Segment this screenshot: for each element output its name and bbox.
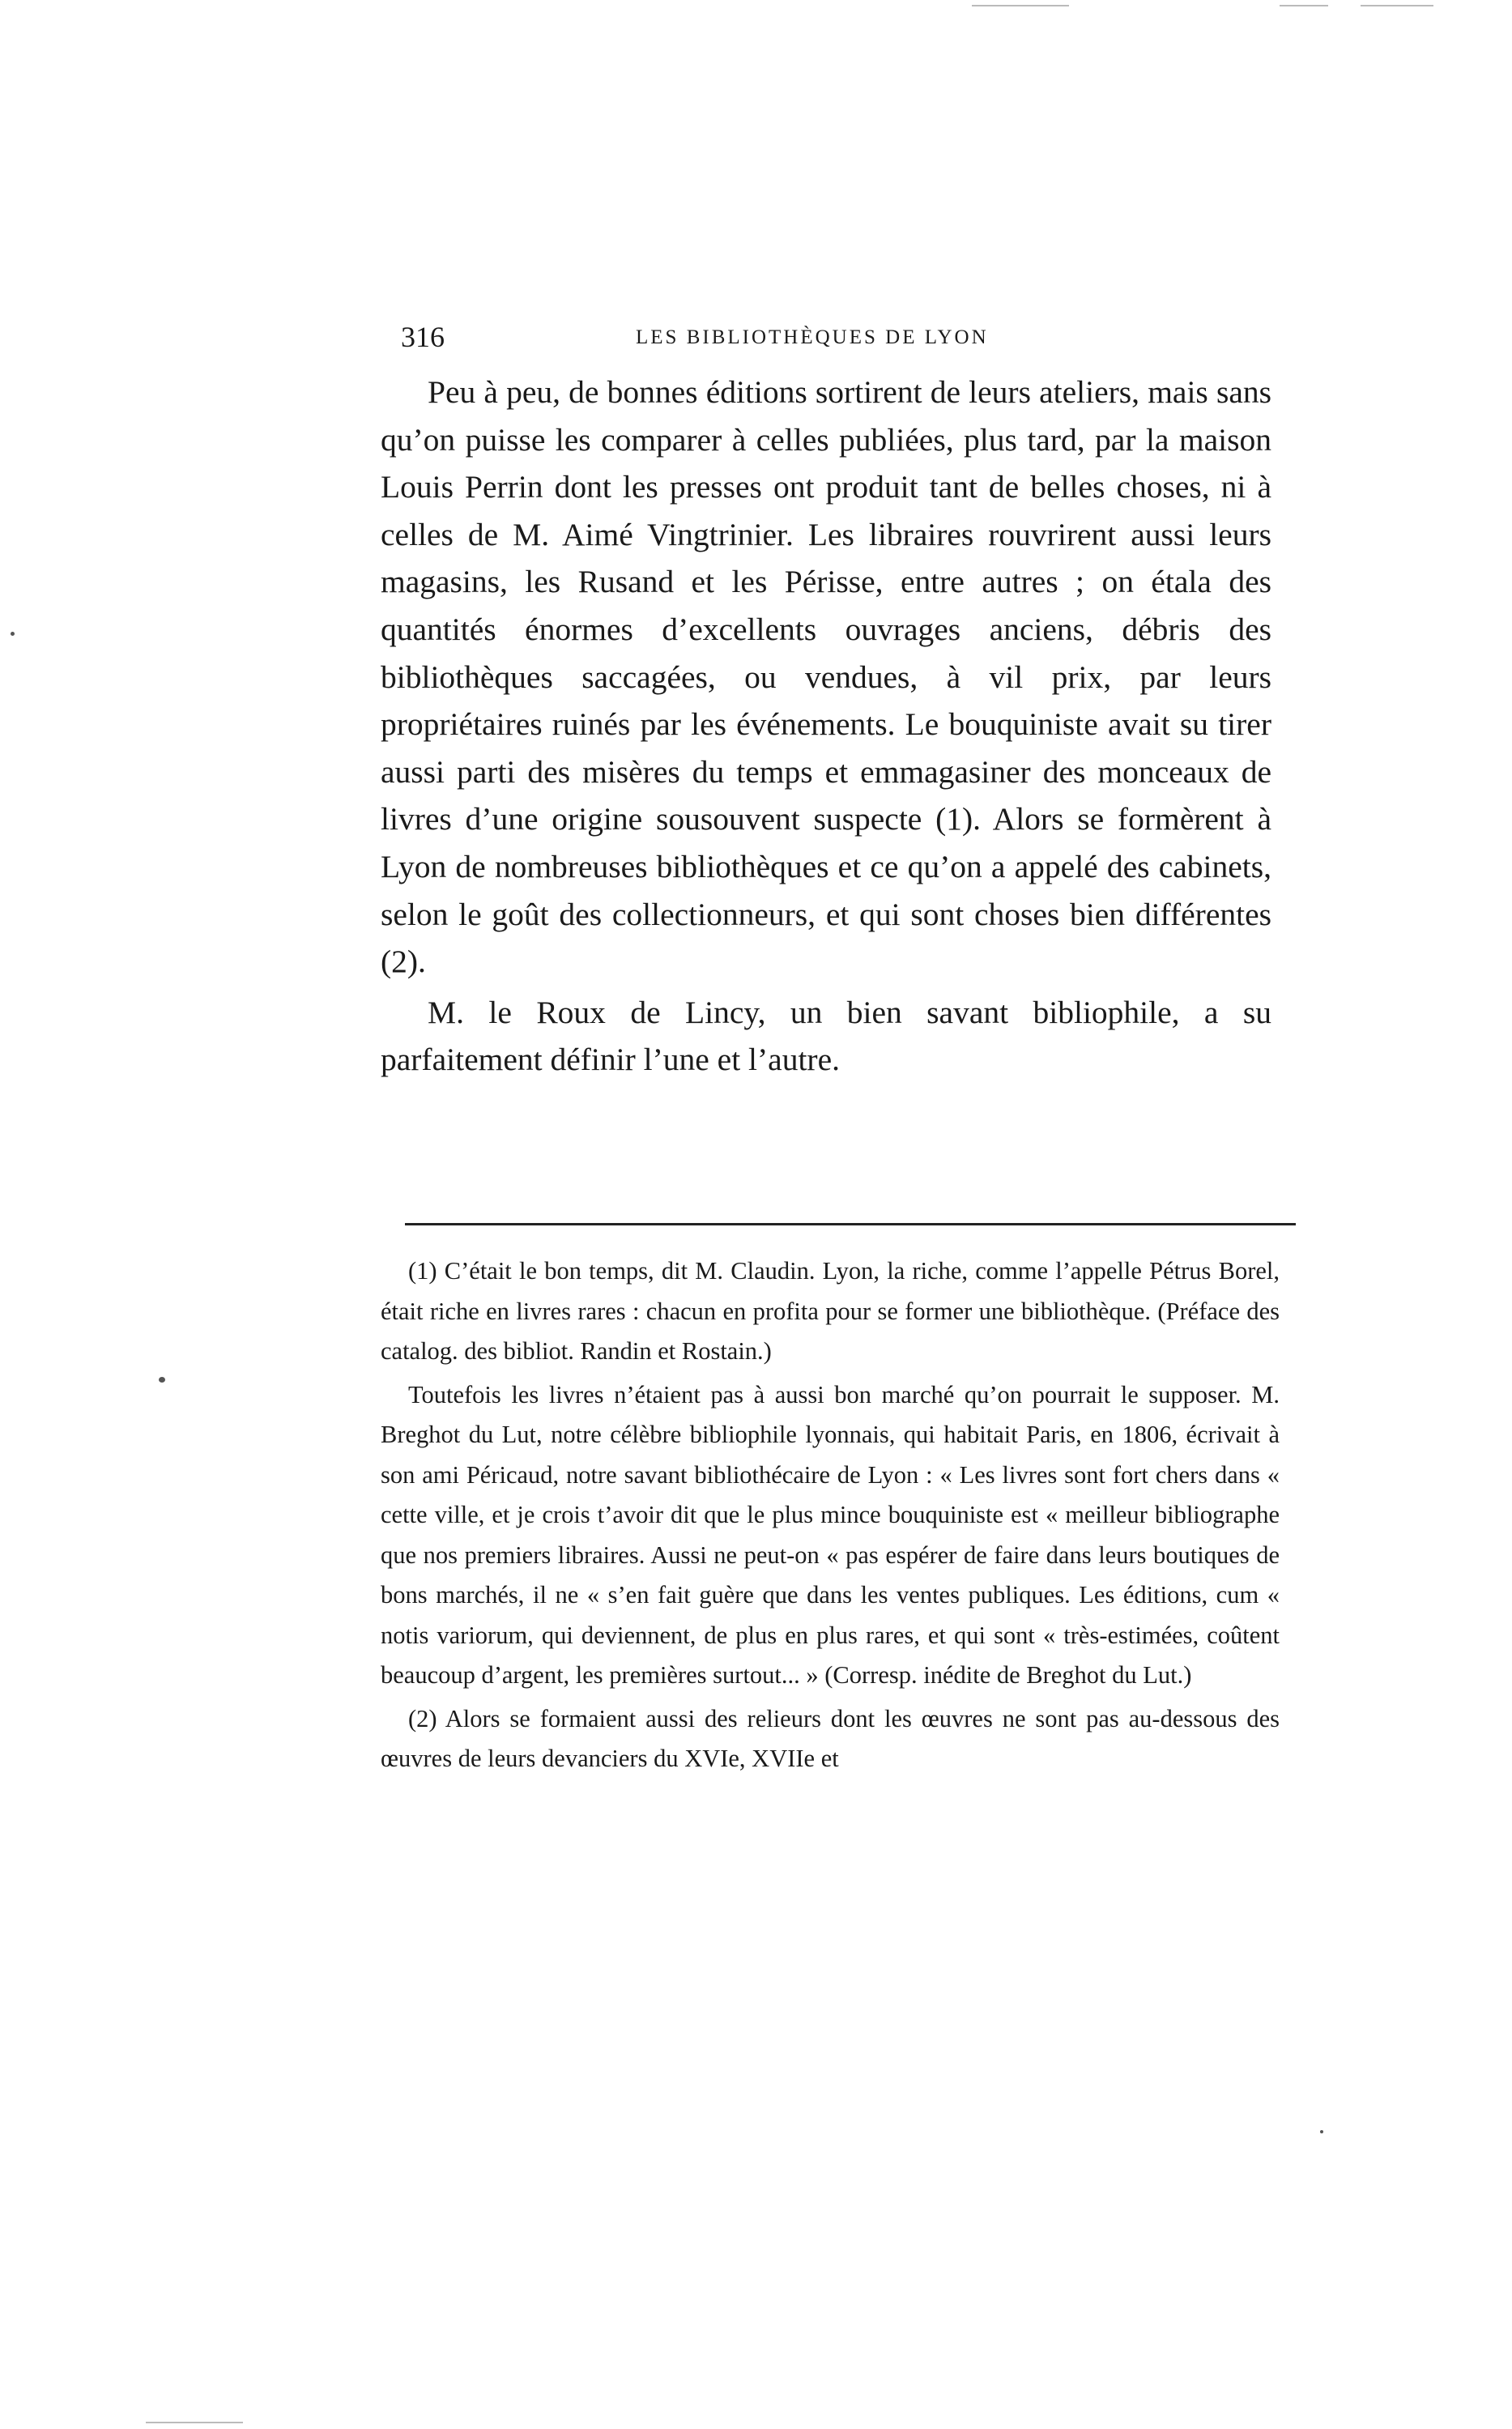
footnote-separator-rule bbox=[405, 1223, 1296, 1225]
footnotes bbox=[381, 1251, 1280, 1779]
footnote: (1) C’était le bon temps, dit M. Claudin. Lyon, la riche, comme l’appelle Pétrus Borel, était riche en livres rares : chacun en profita pour se former une bibliothèque. (Préface des catalog. des bibliot. Randin et Rostain.) bbox=[381, 1257, 1280, 1365]
running-head bbox=[401, 320, 1284, 360]
body-paragraph: M. le Roux de Lincy, un bien savant bibliophile, a su parfaitement définir l’une et l’autre. bbox=[381, 994, 1271, 1078]
top-edge-scan-line bbox=[1280, 5, 1328, 6]
top-edge-scan-line bbox=[972, 5, 1069, 6]
footnote: Toutefois les livres n’étaient pas à aussi bon marché qu’on pourrait le supposer. M. Breghot du Lut, notre célèbre bibliophile lyonnais, qui habitait Paris, en 1806, écrivait à son ami Péricaud, notre savant bibliothécaire de Lyon : « Les livres sont fort chers dans « cette ville, et je crois t’avoir dit que le plus mince bouquiniste est « meilleur bibliographe que nos premiers libraires. Aussi ne peut-on « pas espérer de faire dans leurs boutiques de bons marchés, il ne « s’en fait guère que dans les ventes publiques. Les éditions, cum « notis variorum, qui deviennent, de plus en plus rares, et qui sont « très-estimées, coûtent beaucoup d’argent, les premières surtout... » (Corresp. inédite de Breghot du Lut.) bbox=[381, 1380, 1280, 1689]
page-number: 316 bbox=[401, 321, 445, 353]
scan-speck bbox=[1320, 2130, 1323, 2133]
running-title: LES BIBLIOTHÈQUES DE LYON bbox=[636, 326, 989, 348]
bottom-edge-scan-line bbox=[146, 2422, 243, 2423]
body-text bbox=[381, 369, 1271, 1084]
top-edge-scan-line bbox=[1361, 5, 1433, 6]
body-paragraph: Peu à peu, de bonnes éditions sortirent de leurs ateliers, mais sans qu’on puisse les comparer à celles publiées, plus tard, par la maison Louis Perrin dont les presses ont produit tant de belles choses, ni à celles de M. Aimé Vingtrinier. Les libraires rouvrirent aussi leurs magasins, les Rusand et les Périsse, entre autres ; on étala des quantités énormes d’excellents ouvrages anciens, débris des bibliothèques saccagées, ou vendues, à vil prix, par leurs propriétaires ruinés par les événements. Le bouquiniste avait su tirer aussi parti des misères du temps et emmagasiner des monceaux de livres d’une origine sousouvent suspecte (1). Alors se formèrent à Lyon de nombreuses bibliothèques et ce qu’on a appelé des cabinets, selon le goût des collectionneurs, et qui sont choses bien différentes (2). bbox=[381, 374, 1271, 980]
scan-speck bbox=[159, 1377, 165, 1383]
footnote: (2) Alors se formaient aussi des relieurs dont les œuvres ne sont pas au-dessous des œuvres de leurs devanciers du XVIe, XVIIe et bbox=[381, 1704, 1280, 1772]
scan-speck bbox=[11, 632, 15, 636]
